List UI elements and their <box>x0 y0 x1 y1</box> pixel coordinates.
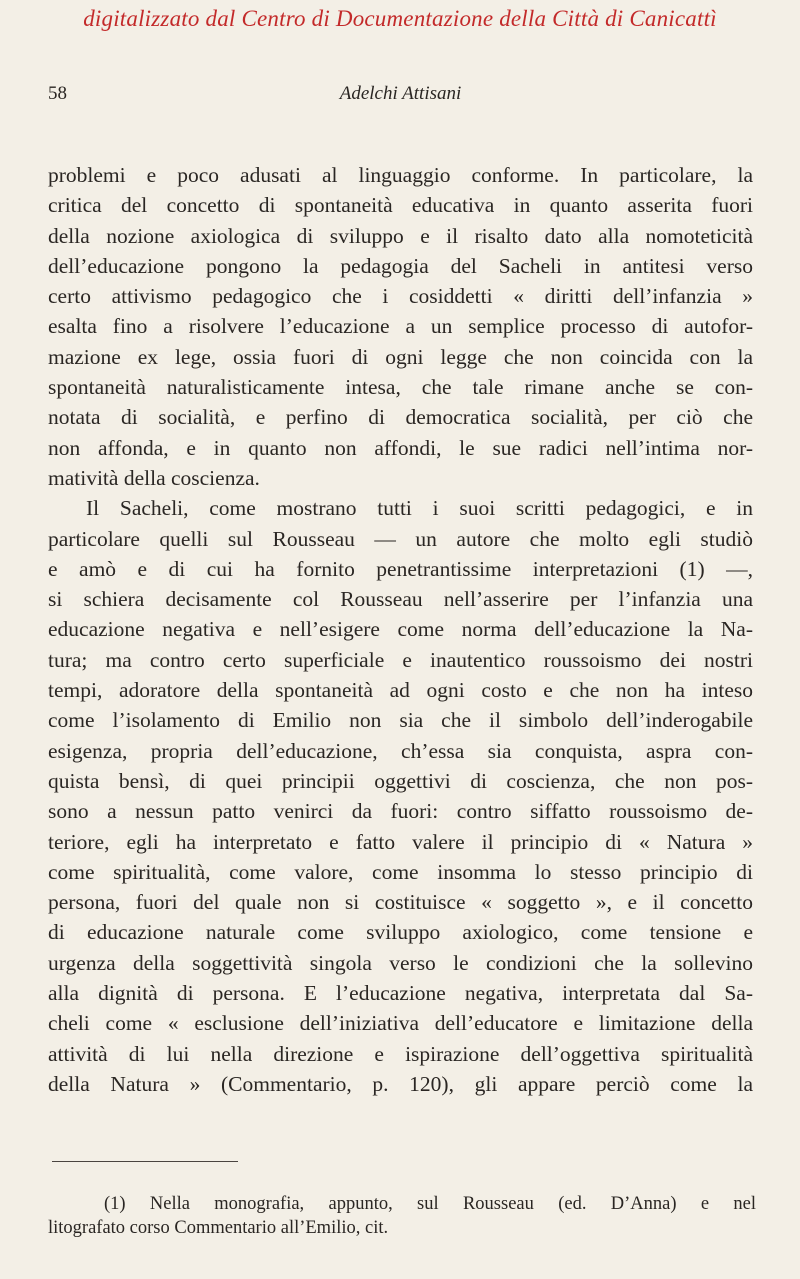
text-line: di educazione naturale come sviluppo axiologico, come tensione e <box>48 920 753 945</box>
text-line: critica del concetto di spontaneità educativa in quanto asserita fuori <box>48 193 753 218</box>
text-line: alla dignità di persona. E l’educazione negativa, interpretata dal Sa- <box>48 981 753 1006</box>
text-line: come spiritualità, come valore, come insomma lo stesso principio di <box>48 859 753 884</box>
text-line: e amò e di cui ha fornito penetrantissime interpretazioni (1) —, <box>48 556 753 581</box>
footnote-line: (1) Nella monografia, appunto, sul Rousseau (ed. D’Anna) e nel <box>104 1194 756 1214</box>
text-line: della Natura » (Commentario, p. 120), gli appare perciò come la <box>48 1071 753 1096</box>
page-number: 58 <box>48 83 67 104</box>
watermark: digitalizzato dal Centro di Documentazione della Città di Canicattì <box>83 6 717 31</box>
text-line: quista bensì, di quei principii oggettivi di coscienza, che non pos- <box>48 768 753 793</box>
text-line: certo attivismo pedagogico che i cosiddetti « diritti dell’infanzia » <box>48 284 753 309</box>
text-line: cheli come « esclusione dell’iniziativa dell’educatore e limitazione della <box>48 1011 753 1036</box>
text-line: spontaneità naturalisticamente intesa, che tale rimane anche se con- <box>48 375 753 400</box>
footnote-line: litografato corso Commentario all’Emilio, cit. <box>48 1218 389 1238</box>
footnote <box>48 1192 756 1240</box>
page-header <box>48 83 753 111</box>
text-line: dell’educazione pongono la pedagogia del Sacheli in antitesi verso <box>48 253 753 278</box>
text-line: Il Sacheli, come mostrano tutti i suoi scritti pedagogici, e in <box>86 496 753 521</box>
text-line: persona, fuori del quale non si costituisce « soggetto », e il concetto <box>48 890 753 915</box>
text-line: educazione negativa e nell’esigere come norma dell’educazione la Na- <box>48 617 753 642</box>
text-line: notata di socialità, e perfino di democratica socialità, per ciò che <box>48 405 753 430</box>
text-line: attività di lui nella direzione e ispirazione dell’oggettiva spiritualità <box>48 1041 753 1066</box>
text-line: problemi e poco adusati al linguaggio conforme. In particolare, la <box>48 163 753 187</box>
footnote-divider <box>52 1161 238 1162</box>
text-line: esalta fino a risolvere l’educazione a un semplice processo di autofor- <box>48 314 753 339</box>
text-line: sono a nessun patto venirci da fuori: contro siffatto roussoismo de- <box>48 799 753 824</box>
running-head: Adelchi Attisani <box>339 83 462 104</box>
text-line: si schiera decisamente col Rousseau nell’asserire per l’infanzia una <box>48 587 753 612</box>
text-line: esigenza, propria dell’educazione, ch’essa sia conquista, aspra con- <box>48 738 753 763</box>
text-line: urgenza della soggettività singola verso le condizioni che la sollevino <box>48 950 753 975</box>
text-line: matività della coscienza. <box>48 465 260 490</box>
text-line: tempi, adoratore della spontaneità ad ogni costo e che non ha inteso <box>48 678 753 703</box>
text-line: come l’isolamento di Emilio non sia che il simbolo dell’inderogabile <box>48 708 753 733</box>
text-line: teriore, egli ha interpretato e fatto valere il principio di « Natura » <box>48 829 753 854</box>
text-line: particolare quelli sul Rousseau — un autore che molto egli studiò <box>48 526 753 551</box>
text-line: della nozione axiologica di sviluppo e il risalto dato alla nomoteticità <box>48 223 753 248</box>
text-line: non affonda, e in quanto non affondi, le sue radici nell’intima nor- <box>48 435 753 460</box>
text-line: tura; ma contro certo superficiale e inautentico roussoismo dei nostri <box>48 647 753 672</box>
text-line: mazione ex lege, ossia fuori di ogni legge che non coincida con la <box>48 344 753 369</box>
body-text <box>48 160 753 1099</box>
